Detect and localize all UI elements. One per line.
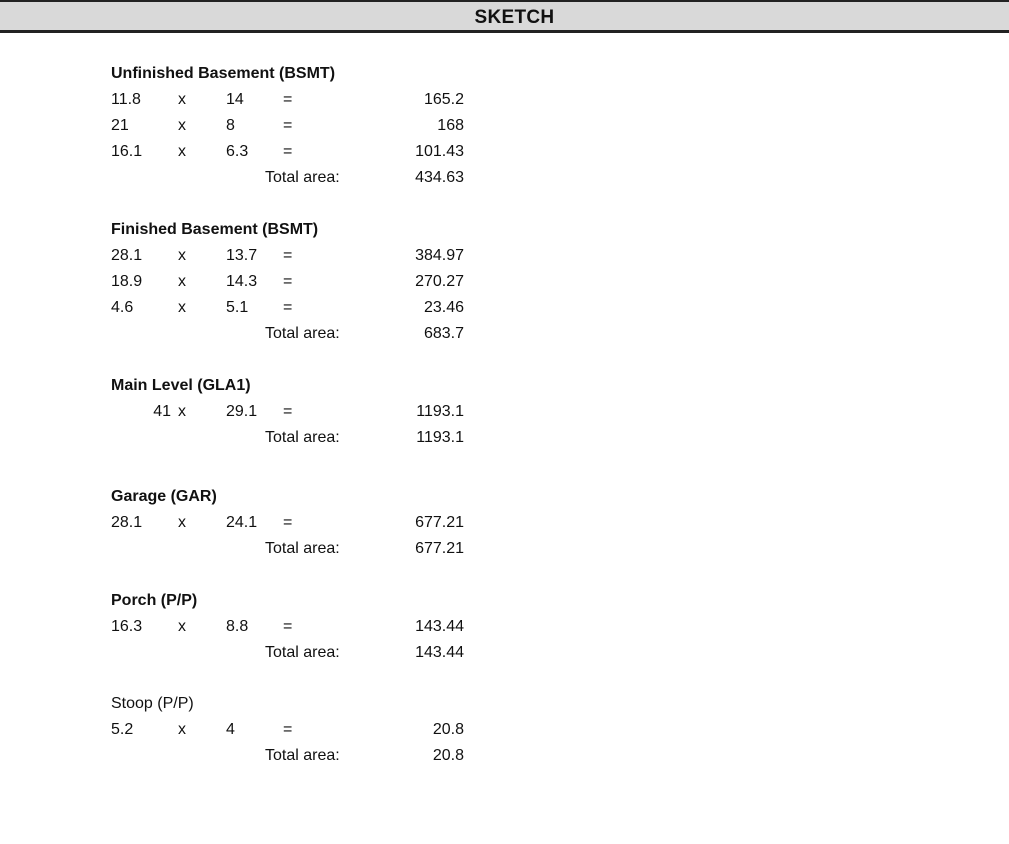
total-row	[111, 640, 471, 666]
dimension-a: 4.6	[111, 299, 134, 316]
total-area-label: Total area:	[265, 644, 340, 661]
multiply-sign: x	[178, 721, 186, 738]
multiply-sign: x	[178, 273, 186, 290]
measurement-row	[111, 113, 471, 139]
section-title: Stoop (P/P)	[111, 695, 194, 712]
measurement-row	[111, 87, 471, 113]
equals-sign: =	[283, 721, 293, 738]
multiply-sign: x	[178, 514, 186, 531]
dimension-b: 29.1	[226, 403, 258, 420]
dimension-b: 14.3	[226, 273, 258, 290]
multiply-sign: x	[178, 117, 186, 134]
area-result: 165.2	[423, 91, 464, 108]
dimension-b: 13.7	[226, 247, 258, 264]
section-title: Porch (P/P)	[111, 592, 198, 609]
measurement-row	[111, 510, 471, 536]
dimension-a: 16.3	[111, 618, 143, 635]
measurement-row	[111, 717, 471, 743]
total-row	[111, 165, 471, 191]
dimension-a: 21	[111, 117, 129, 134]
dimension-b: 4	[226, 721, 235, 738]
dimension-a: 11.8	[111, 91, 141, 108]
multiply-sign: x	[178, 618, 186, 635]
equals-sign: =	[283, 514, 293, 531]
multiply-sign: x	[178, 403, 186, 420]
area-result: 20.8	[432, 721, 464, 738]
total-area-label: Total area:	[265, 747, 340, 764]
dimension-a: 28.1	[111, 514, 143, 531]
section-unfinished-basement	[111, 61, 471, 191]
section-porch	[111, 588, 471, 666]
equals-sign: =	[283, 299, 293, 316]
total-area-label: Total area:	[265, 169, 340, 186]
dimension-a: 41	[153, 403, 171, 420]
dimension-b: 14	[226, 91, 244, 108]
equals-sign: =	[283, 247, 293, 264]
total-area-label: Total area:	[265, 325, 340, 342]
section-garage	[111, 484, 471, 562]
area-result: 101.43	[415, 143, 464, 160]
total-row	[111, 536, 471, 562]
total-area-value: 143.44	[415, 644, 464, 661]
area-result: 143.44	[415, 618, 464, 635]
dimension-b: 5.1	[226, 299, 249, 316]
measurement-row	[111, 269, 471, 295]
area-result: 168	[437, 117, 464, 134]
total-area-label: Total area:	[265, 540, 340, 557]
section-main-level	[111, 373, 471, 451]
equals-sign: =	[283, 91, 293, 108]
equals-sign: =	[283, 618, 293, 635]
dimension-a: 28.1	[111, 247, 143, 264]
area-result: 1193.1	[416, 403, 464, 420]
section-title: Unfinished Basement (BSMT)	[111, 65, 336, 82]
total-row	[111, 425, 471, 451]
dimension-b: 6.3	[226, 143, 249, 160]
dimension-b: 8.8	[226, 618, 249, 635]
measurement-row	[111, 243, 471, 269]
area-result: 384.97	[415, 247, 464, 264]
area-result: 677.21	[415, 514, 464, 531]
total-area-value: 1193.1	[416, 429, 464, 446]
total-area-value: 20.8	[432, 747, 464, 764]
area-result: 270.27	[415, 273, 464, 290]
section-finished-basement	[111, 217, 471, 347]
section-title: Main Level (GLA1)	[111, 377, 251, 394]
page-title: SKETCH	[474, 7, 555, 28]
measurement-row	[111, 139, 471, 165]
measurement-row	[111, 614, 471, 640]
total-area-label: Total area:	[265, 429, 340, 446]
equals-sign: =	[283, 143, 293, 160]
multiply-sign: x	[178, 91, 186, 108]
equals-sign: =	[283, 403, 293, 420]
dimension-b: 24.1	[226, 514, 258, 531]
area-result: 23.46	[423, 299, 464, 316]
section-title: Finished Basement (BSMT)	[111, 221, 319, 238]
multiply-sign: x	[178, 299, 186, 316]
dimension-a: 5.2	[111, 721, 134, 738]
dimension-a: 18.9	[111, 273, 143, 290]
total-row	[111, 743, 471, 769]
section-title: Garage (GAR)	[111, 488, 217, 505]
dimension-b: 8	[226, 117, 235, 134]
total-area-value: 683.7	[423, 325, 464, 342]
total-area-value: 677.21	[415, 540, 464, 557]
measurement-row	[111, 295, 471, 321]
dimension-a: 16.1	[111, 143, 143, 160]
multiply-sign: x	[178, 143, 186, 160]
multiply-sign: x	[178, 247, 186, 264]
equals-sign: =	[283, 117, 293, 134]
total-area-value: 434.63	[415, 169, 464, 186]
total-row	[111, 321, 471, 347]
sketch-header-bar	[0, 0, 1009, 33]
equals-sign: =	[283, 273, 293, 290]
measurement-row	[111, 399, 471, 425]
section-stoop	[111, 691, 471, 769]
